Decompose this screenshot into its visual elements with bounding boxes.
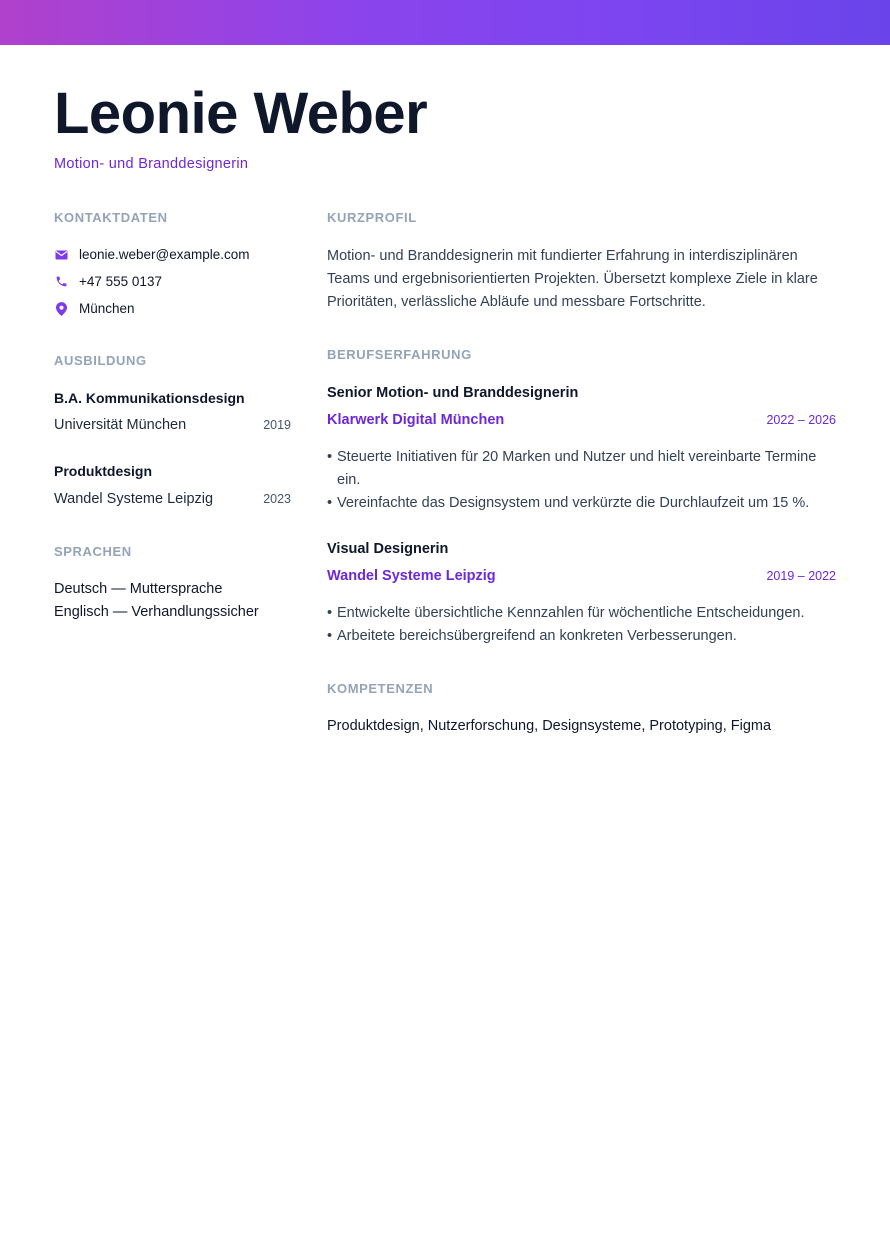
education-school: Universität München bbox=[54, 417, 187, 433]
job-bullet: • Steuerte Initiativen für 20 Marken und Nutzer und hielt vereinbarte Termine ein. bbox=[327, 446, 842, 492]
contact-email-text: leonie.weber@example.com bbox=[79, 247, 250, 262]
job-dates: 2022 – 2026 bbox=[766, 413, 836, 427]
education-section-title: AUSBILDUNG bbox=[54, 353, 147, 368]
job-title: Visual Designerin bbox=[327, 541, 449, 557]
contact-phone-text: +47 555 0137 bbox=[79, 274, 162, 289]
job-dates: 2019 – 2022 bbox=[766, 569, 836, 583]
languages-section-title: SPRACHEN bbox=[54, 544, 132, 559]
candidate-role: Motion- und Branddesignerin bbox=[54, 156, 249, 172]
education-year: 2023 bbox=[263, 492, 291, 506]
phone-icon bbox=[54, 275, 68, 289]
job-company: Klarwerk Digital München bbox=[327, 412, 505, 428]
contact-phone[interactable] bbox=[54, 274, 162, 289]
job-company-row bbox=[327, 568, 836, 584]
contact-location bbox=[54, 301, 135, 316]
job-bullet-list bbox=[327, 602, 842, 648]
education-school: Wandel Systeme Leipzig bbox=[54, 491, 214, 507]
job-bullet: • Vereinfachte das Designsystem und verkürzte die Durchlaufzeit um 15 %. bbox=[327, 492, 842, 515]
job-bullet: • Entwickelte übersichtliche Kennzahlen für wöchentliche Entscheidungen. bbox=[327, 602, 842, 625]
language-item: Englisch — Verhandlungssicher bbox=[54, 604, 259, 620]
job-title: Senior Motion- und Branddesignerin bbox=[327, 385, 579, 401]
skills-section-title: KOMPETENZEN bbox=[327, 681, 434, 696]
profile-paragraph bbox=[327, 245, 842, 314]
mail-icon bbox=[54, 248, 68, 262]
education-degree: Produktdesign bbox=[54, 463, 153, 479]
job-bullet: • Arbeitete bereichsübergreifend an konkreten Verbesserungen. bbox=[327, 625, 842, 648]
skills-list: Produktdesign, Nutzerforschung, Designsysteme, Prototyping, Figma bbox=[327, 718, 772, 734]
candidate-name: Leonie Weber bbox=[54, 81, 428, 146]
profile-line: Prioritäten, verlässliche Abläufe und messbare Fortschritte. bbox=[327, 294, 706, 310]
contact-email[interactable] bbox=[54, 247, 250, 262]
header-gradient-bar bbox=[0, 0, 890, 45]
job-company-row bbox=[327, 412, 836, 428]
education-school-row bbox=[54, 417, 291, 433]
profile-line: Teams und ergebnisorientierten Projekten. Übersetzt komplexe Ziele in klare bbox=[327, 271, 818, 287]
contact-section-title: KONTAKTDATEN bbox=[54, 210, 168, 225]
experience-section-title: BERUFSERFAHRUNG bbox=[327, 347, 472, 362]
contact-location-text: München bbox=[79, 301, 135, 316]
education-degree: B.A. Kommunikationsdesign bbox=[54, 390, 245, 406]
job-bullet-list bbox=[327, 446, 842, 515]
job-company: Wandel Systeme Leipzig bbox=[327, 568, 496, 584]
profile-line: Motion- und Branddesignerin mit fundierter Erfahrung in interdisziplinären bbox=[327, 248, 798, 264]
education-year: 2019 bbox=[263, 418, 291, 432]
profile-section-title: KURZPROFIL bbox=[327, 210, 417, 225]
education-school-row bbox=[54, 491, 291, 507]
location-pin-icon bbox=[54, 302, 68, 316]
language-item: Deutsch — Muttersprache bbox=[54, 581, 223, 597]
